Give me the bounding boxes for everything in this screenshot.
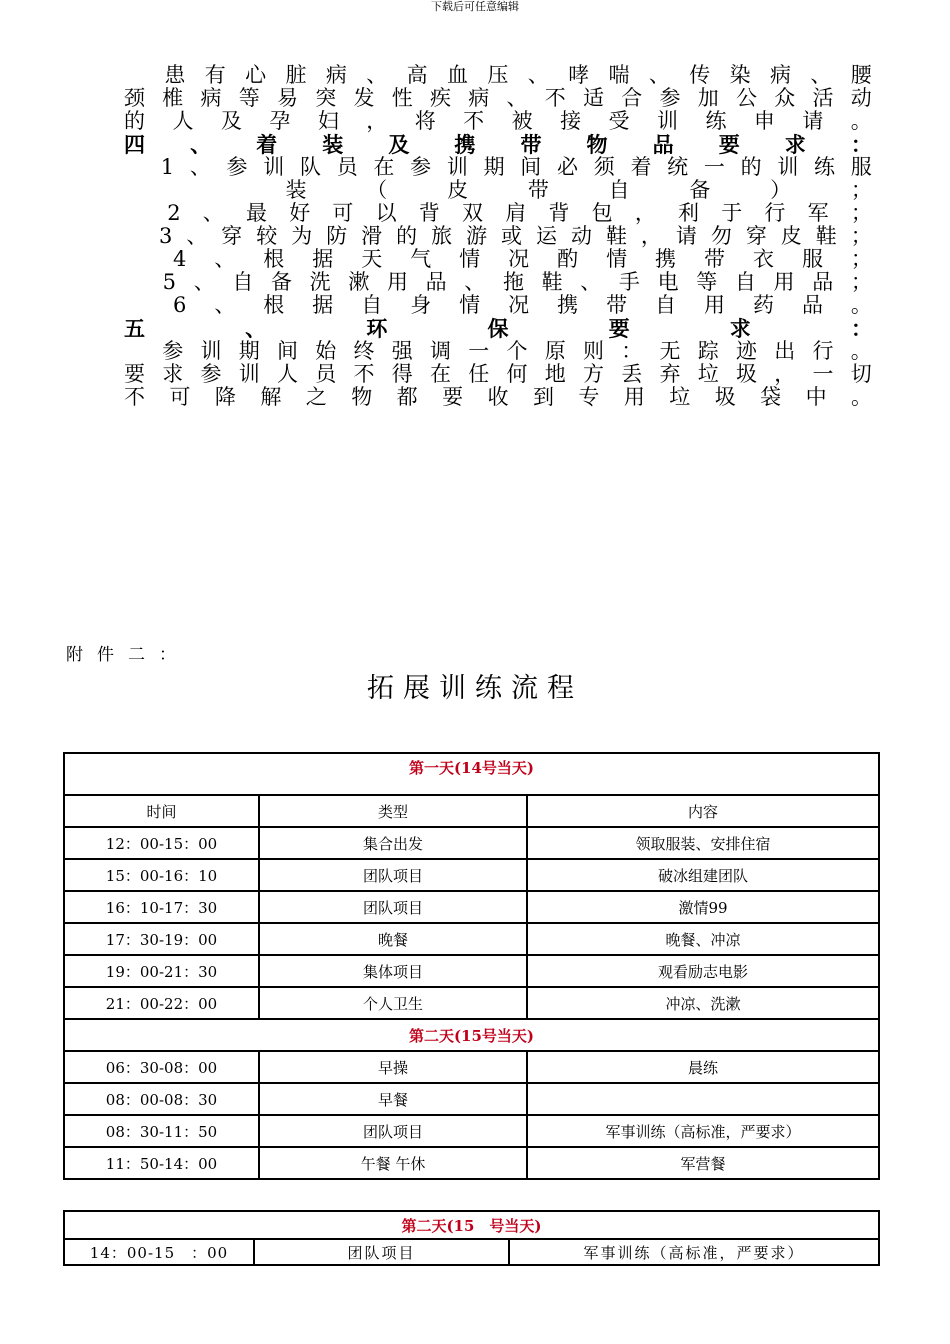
day2-continued-title: 第二天(15 号当天) <box>64 1211 879 1239</box>
time-cell: 16：10-17：30 <box>64 891 259 923</box>
body-line: 4 、 根 据 天 气 情 况 酌 情 携 带 衣 服 ； <box>172 247 872 271</box>
time-cell: 06：30-08：00 <box>64 1051 259 1083</box>
content-cell: 冲凉、洗漱 <box>527 987 879 1019</box>
time-cell: 17：30-19：00 <box>64 923 259 955</box>
column-header-time: 时间 <box>64 795 259 827</box>
body-line: 5 、 自 备 洗 漱 用 品 、 拖 鞋 、 手 电 等 自 用 品 ； <box>162 270 872 294</box>
body-text <box>124 64 872 409</box>
content-cell: 晚餐、冲凉 <box>527 923 879 955</box>
attachment-label: 附件二： <box>66 645 190 665</box>
table-row <box>64 1051 879 1083</box>
content-cell: 军营餐 <box>527 1147 879 1179</box>
content-cell: 观看励志电影 <box>527 955 879 987</box>
table-row <box>64 955 879 987</box>
day1-title: 第一天(14号当天) <box>64 753 879 795</box>
type-cell: 团队项目 <box>259 859 527 891</box>
content-cell: 军事训练（高标准，严要求） <box>527 1115 879 1147</box>
content-cell: 晨练 <box>527 1051 879 1083</box>
type-cell: 团队项目 <box>254 1239 509 1265</box>
table-row <box>64 1147 879 1179</box>
time-cell: 11：50-14：00 <box>64 1147 259 1179</box>
body-line: 1 、 参 训 队 员 在 参 训 期 间 必 须 着 统 一 的 训 练 服 <box>160 155 872 179</box>
schedule-title: 拓展训练流程 <box>367 673 583 704</box>
time-cell: 15：00-16：10 <box>64 859 259 891</box>
time-cell: 21：00-22：00 <box>64 987 259 1019</box>
type-cell: 个人卫生 <box>259 987 527 1019</box>
type-cell: 团队项目 <box>259 1115 527 1147</box>
table-row <box>64 923 879 955</box>
column-header-content: 内容 <box>527 795 879 827</box>
time-cell: 08：00-08：30 <box>64 1083 259 1115</box>
table-row <box>64 987 879 1019</box>
type-cell: 集合出发 <box>259 827 527 859</box>
body-line: 不 可 降 解 之 物 都 要 收 到 专 用 垃 圾 袋 中 。 <box>124 385 872 409</box>
type-cell: 团队项目 <box>259 891 527 923</box>
body-line: 装 （ 皮 带 自 备 ） ； <box>285 178 872 202</box>
time-cell: 12：00-15：00 <box>64 827 259 859</box>
time-cell: 19：00-21：30 <box>64 955 259 987</box>
type-cell: 集体项目 <box>259 955 527 987</box>
table-row <box>64 859 879 891</box>
body-line: 参 训 期 间 始 终 强 调 一 个 原 则 ： 无 踪 迹 出 行 。 <box>162 339 872 363</box>
table-row <box>64 827 879 859</box>
time-cell: 14：00-15 ：00 <box>64 1239 254 1265</box>
table-row <box>64 891 879 923</box>
content-cell <box>527 1083 879 1115</box>
content-cell: 军事训练（高标准，严要求） <box>509 1239 879 1265</box>
body-line: 颈 椎 病 等 易 突 发 性 疾 病 、 不 适 合 参 加 公 众 活 动 <box>124 86 872 110</box>
body-line: 的 人 及 孕 妇 ， 将 不 被 接 受 训 练 申 请 。 <box>124 109 872 133</box>
body-line: 四 、 着 装 及 携 带 物 品 要 求 ： <box>124 132 872 157</box>
table-row <box>64 1239 879 1265</box>
body-line: 3 、 穿 较 为 防 滑 的 旅 游 或 运 动 鞋 ， 请 勿 穿 皮 鞋 ； <box>158 224 872 248</box>
day2-title: 第二天(15号当天) <box>64 1019 879 1051</box>
body-line: 患 有 心 脏 病 、 高 血 压 、 哮 喘 、 传 染 病 、 腰 <box>164 63 872 87</box>
type-cell: 午餐 午休 <box>259 1147 527 1179</box>
content-cell: 激情99 <box>527 891 879 923</box>
table-row <box>64 1115 879 1147</box>
page-header: 下载后可任意编辑 <box>431 0 519 13</box>
content-cell: 领取服装、安排住宿 <box>527 827 879 859</box>
body-line: 五 、 环 保 要 求 ： <box>124 316 872 341</box>
time-cell: 08：30-11：50 <box>64 1115 259 1147</box>
schedule-table-2 <box>63 1210 880 1266</box>
type-cell: 晚餐 <box>259 923 527 955</box>
type-cell: 早餐 <box>259 1083 527 1115</box>
type-cell: 早操 <box>259 1051 527 1083</box>
column-header-type: 类型 <box>259 795 527 827</box>
content-cell: 破冰组建团队 <box>527 859 879 891</box>
body-line: 6 、 根 据 自 身 情 况 携 带 自 用 药 品 。 <box>172 293 872 317</box>
body-line: 要 求 参 训 人 员 不 得 在 任 何 地 方 丢 弃 垃 圾 ， 一 切 <box>124 362 872 386</box>
schedule-table-1 <box>63 752 880 1180</box>
table-row <box>64 1083 879 1115</box>
body-line: 2 、 最 好 可 以 背 双 肩 背 包 ， 利 于 行 军 ； <box>167 201 872 225</box>
